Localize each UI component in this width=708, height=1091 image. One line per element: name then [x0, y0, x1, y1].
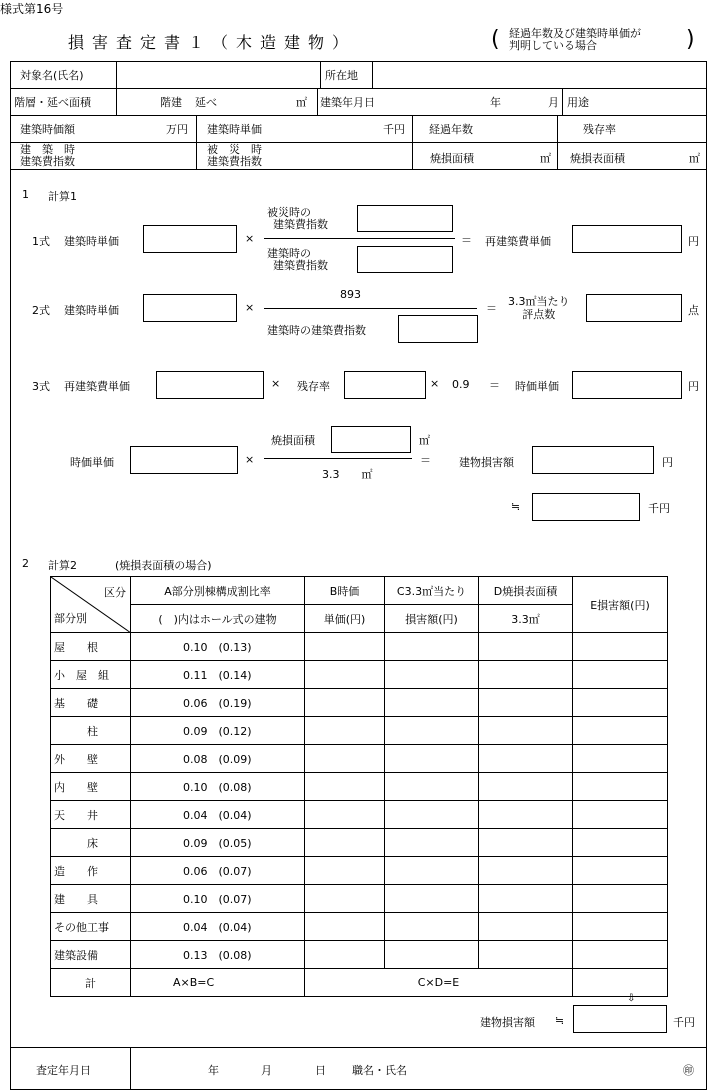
cell-d[interactable]	[479, 773, 573, 801]
floors-suffix: 階建	[160, 96, 182, 109]
floors-area-label: 階層・延べ面積	[14, 96, 91, 109]
calc1-number: 1	[22, 188, 29, 201]
title-note	[509, 28, 641, 52]
f2-numerator: 893	[340, 288, 361, 301]
ratio-value: 0.06 (0.07)	[131, 857, 305, 885]
cell-c[interactable]	[385, 689, 479, 717]
part-name: 建築設備	[51, 941, 131, 969]
cell-b[interactable]	[305, 857, 385, 885]
part-name: 基 礎	[51, 689, 131, 717]
category-header-label: 区分	[104, 586, 126, 599]
year-unit: 年	[208, 1064, 219, 1077]
title-note-line1: 経過年数及び建築時単価が	[509, 27, 641, 40]
cell-d[interactable]	[479, 857, 573, 885]
col-a-header-line2: ( )内はホール式の建物	[131, 605, 305, 633]
table-row	[51, 801, 668, 829]
seal-icon: ㊞	[683, 1064, 694, 1077]
table-row	[51, 745, 668, 773]
cell-b[interactable]	[305, 913, 385, 941]
divider	[10, 88, 707, 89]
page-title: 損害査定書１（木造建物）	[68, 33, 357, 52]
title-note-close-paren: )	[686, 27, 695, 52]
table-row	[51, 633, 668, 661]
f4-market-unit-price-input[interactable]	[130, 446, 238, 474]
col-d-header-line1: D焼損表面積	[479, 577, 573, 605]
ratio-value: 0.06 (0.19)	[131, 689, 305, 717]
total-row	[51, 969, 668, 997]
cell-c[interactable]	[385, 941, 479, 969]
construction-price-label: 建築時価額	[20, 123, 75, 136]
sqm-unit: ㎡	[419, 434, 430, 447]
part-name: 天 井	[51, 801, 131, 829]
burned-surface-area-label: 焼損表面積	[570, 152, 625, 165]
cell-e[interactable]	[573, 745, 668, 773]
f1-construction-unit-price-input[interactable]	[143, 225, 237, 253]
target-name-label: 対象名(氏名)	[20, 69, 84, 82]
times-sign: ×	[245, 301, 255, 314]
month-unit: 月	[548, 96, 559, 109]
cell-d[interactable]	[479, 717, 573, 745]
cell-e[interactable]	[573, 773, 668, 801]
approx-sign: ≒	[555, 1014, 565, 1027]
day-unit: 日	[315, 1064, 326, 1077]
burned-area-label: 焼損面積	[430, 152, 474, 165]
cell-d[interactable]	[479, 689, 573, 717]
cell-b[interactable]	[305, 717, 385, 745]
sqm-unit: ㎡	[540, 152, 551, 165]
f4-numerator-label: 焼損面積	[271, 434, 315, 447]
cell-b[interactable]	[305, 829, 385, 857]
cell-b[interactable]	[305, 773, 385, 801]
f4-building-damage-thousand-input[interactable]	[532, 493, 640, 521]
cell-e[interactable]	[573, 633, 668, 661]
f2-result-line1: 3.3㎡当たり	[508, 295, 570, 308]
down-arrow-icon: ⇩	[627, 993, 636, 1004]
assessment-date-label: 査定年月日	[36, 1064, 91, 1077]
cell-b[interactable]	[305, 941, 385, 969]
approx-sign: ≒	[511, 500, 521, 513]
f4-denominator: 3.3 ㎡	[322, 468, 373, 481]
f1-denominator-line1: 建築時の	[267, 247, 311, 260]
cell-d[interactable]	[479, 829, 573, 857]
f1-numerator-line1: 被災時の	[267, 206, 311, 219]
f2-points-input[interactable]	[586, 294, 682, 322]
cell-e[interactable]	[573, 661, 668, 689]
formula2-item: 建築時単価	[64, 304, 119, 317]
divider	[562, 88, 563, 115]
total-area-label: 延べ	[195, 96, 217, 109]
times-sign: ×	[430, 377, 440, 390]
col-d-header-line2: 3.3㎡	[479, 605, 573, 633]
table-row	[51, 913, 668, 941]
month-unit: 月	[261, 1064, 272, 1077]
equals-sign: ＝	[461, 234, 472, 247]
cell-d[interactable]	[479, 913, 573, 941]
f3-factor: 0.9	[452, 378, 470, 391]
index-at-construction-label	[20, 144, 75, 168]
divider	[320, 61, 321, 88]
f1-numerator-line2: 建築費指数	[273, 218, 328, 231]
col-b-header-line1: B時価	[305, 577, 385, 605]
building-damage-total-input[interactable]	[573, 1005, 667, 1033]
part-header-label: 部分別	[54, 612, 87, 625]
formula-cd: C×D=E	[305, 969, 573, 997]
residual-rate-label: 残存率	[583, 123, 616, 136]
f1-construction-index-input[interactable]	[357, 246, 453, 273]
table-row	[51, 773, 668, 801]
years-elapsed-label: 経過年数	[429, 123, 473, 136]
f1-rebuild-unit-price-input[interactable]	[572, 225, 682, 253]
points-unit: 点	[688, 304, 699, 317]
cell-c[interactable]	[385, 661, 479, 689]
f2-result-label	[508, 295, 570, 321]
cell-c[interactable]	[385, 913, 479, 941]
times-sign: ×	[245, 232, 255, 245]
formula2-label: 2式	[32, 304, 50, 317]
cell-c[interactable]	[385, 801, 479, 829]
title-note-open-paren: (	[491, 27, 500, 52]
cell-e[interactable]	[573, 885, 668, 913]
table-row	[51, 829, 668, 857]
cell-d[interactable]	[479, 661, 573, 689]
sen-yen-unit: 千円	[648, 502, 670, 515]
col-b-header-line2: 単価(円)	[305, 605, 385, 633]
table-row	[51, 689, 668, 717]
f1-denominator-line2: 建築費指数	[273, 259, 328, 272]
f3-residual-rate-label: 残存率	[297, 380, 330, 393]
ratio-value: 0.10 (0.07)	[131, 885, 305, 913]
equals-sign: ＝	[489, 379, 500, 392]
part-name: その他工事	[51, 913, 131, 941]
cell-e[interactable]	[573, 801, 668, 829]
divider	[412, 115, 413, 169]
part-name: 内 壁	[51, 773, 131, 801]
ratio-value: 0.04 (0.04)	[131, 913, 305, 941]
part-name: 屋 根	[51, 633, 131, 661]
f3-residual-rate-input[interactable]	[344, 371, 426, 399]
position-name-label: 職名・氏名	[352, 1064, 407, 1077]
f2-denominator: 建築時の建築費指数	[267, 324, 366, 337]
times-sign: ×	[245, 453, 255, 466]
cell-c[interactable]	[385, 885, 479, 913]
ratio-value: 0.11 (0.14)	[131, 661, 305, 689]
cell-d[interactable]	[479, 885, 573, 913]
cell-c[interactable]	[385, 717, 479, 745]
total-label: 計	[51, 969, 131, 997]
form-number: 様式第16号	[0, 2, 64, 16]
col-c-header-line2: 損害額(円)	[385, 605, 479, 633]
yen-unit: 円	[662, 456, 673, 469]
cell-d[interactable]	[479, 633, 573, 661]
ratio-value: 0.08 (0.09)	[131, 745, 305, 773]
f4-burned-area-input[interactable]	[331, 426, 411, 453]
part-name: 外 壁	[51, 745, 131, 773]
table-row	[51, 661, 668, 689]
divider	[10, 169, 707, 170]
ratio-value: 0.09 (0.12)	[131, 717, 305, 745]
sqm-unit: ㎡	[689, 152, 700, 165]
damage-table	[50, 576, 668, 997]
cell-e[interactable]	[573, 717, 668, 745]
cell-c[interactable]	[385, 829, 479, 857]
cell-d[interactable]	[479, 745, 573, 773]
divider	[130, 1047, 131, 1090]
cell-b[interactable]	[305, 661, 385, 689]
title-note-line2: 判明している場合	[509, 39, 597, 52]
construction-unit-price-label: 建築時単価	[207, 123, 262, 136]
cell-e[interactable]	[573, 829, 668, 857]
divider	[116, 88, 117, 115]
index-at-disaster-line2: 建築費指数	[207, 155, 262, 168]
col-a-header-line1: A部分別棟構成割比率	[131, 577, 305, 605]
calc1-heading: 計算1	[48, 190, 77, 203]
cell-b[interactable]	[305, 801, 385, 829]
calc2-number: 2	[22, 557, 29, 570]
yen-unit: 円	[688, 235, 699, 248]
divider	[10, 115, 707, 116]
ratio-value: 0.04 (0.04)	[131, 801, 305, 829]
table-row	[51, 941, 668, 969]
total-damage-cell[interactable]	[573, 969, 668, 997]
index-at-construction-line2: 建築費指数	[20, 155, 75, 168]
cell-e[interactable]	[573, 857, 668, 885]
cell-d[interactable]	[479, 801, 573, 829]
cell-e[interactable]	[573, 941, 668, 969]
f3-rebuild-unit-price-input[interactable]	[156, 371, 264, 399]
cell-c[interactable]	[385, 633, 479, 661]
cell-b[interactable]	[305, 633, 385, 661]
divider	[10, 1047, 707, 1048]
divider	[557, 115, 558, 169]
calc2-heading-note: (焼損表面積の場合)	[115, 559, 212, 572]
f4-building-damage-input[interactable]	[532, 446, 654, 474]
table-row	[51, 885, 668, 913]
equals-sign: ＝	[420, 454, 431, 467]
part-name: 建 具	[51, 885, 131, 913]
usage-label: 用途	[567, 96, 589, 109]
f1-disaster-index-input[interactable]	[357, 205, 453, 232]
table-row	[51, 857, 668, 885]
cell-c[interactable]	[385, 773, 479, 801]
f2-construction-unit-price-input[interactable]	[143, 294, 237, 322]
f3-result-label: 時価単価	[515, 380, 559, 393]
divider	[10, 142, 707, 143]
cell-e[interactable]	[573, 913, 668, 941]
f4-result-label: 建物損害額	[459, 456, 514, 469]
f2-construction-index-input[interactable]	[398, 315, 478, 343]
fraction-bar	[264, 238, 455, 239]
formula3-item: 再建築費単価	[64, 380, 130, 393]
part-name: 床	[51, 829, 131, 857]
sen-yen-unit: 千円	[383, 123, 405, 136]
yen-unit: 円	[688, 380, 699, 393]
part-name: 小 屋 組	[51, 661, 131, 689]
sqm-unit: ㎡	[296, 96, 307, 109]
formula1-label: 1式	[32, 235, 50, 248]
index-at-construction-line1: 建 築 時	[20, 143, 75, 156]
man-yen-unit: 万円	[166, 123, 188, 136]
formula1-item: 建築時単価	[64, 235, 119, 248]
formula3-label: 3式	[32, 380, 50, 393]
f1-denominator-label	[267, 248, 328, 272]
location-label: 所在地	[325, 69, 358, 82]
f1-result-label: 再建築費単価	[485, 235, 551, 248]
cell-c[interactable]	[385, 857, 479, 885]
col-c-header-line1: C3.3㎡当たり	[385, 577, 479, 605]
building-damage-label: 建物損害額	[480, 1016, 535, 1029]
ratio-value: 0.13 (0.08)	[131, 941, 305, 969]
ratio-value: 0.10 (0.08)	[131, 773, 305, 801]
calc2-heading: 計算2	[48, 559, 77, 572]
ratio-value: 0.09 (0.05)	[131, 829, 305, 857]
ratio-value: 0.10 (0.13)	[131, 633, 305, 661]
part-name: 造 作	[51, 857, 131, 885]
fraction-bar	[264, 458, 412, 459]
f2-result-line2: 評点数	[522, 308, 556, 321]
index-at-disaster-label	[207, 144, 262, 168]
times-sign: ×	[271, 377, 281, 390]
col-e-header: E損害額(円)	[573, 577, 668, 633]
cell-e[interactable]	[573, 689, 668, 717]
fraction-bar	[264, 308, 477, 309]
target-name-field[interactable]	[117, 62, 320, 88]
cell-b[interactable]	[305, 885, 385, 913]
part-name: 柱	[51, 717, 131, 745]
location-field[interactable]	[373, 62, 706, 88]
f3-market-unit-price-input[interactable]	[572, 371, 682, 399]
equals-sign: ＝	[486, 302, 497, 315]
table-row	[51, 717, 668, 745]
cell-d[interactable]	[479, 941, 573, 969]
sen-yen-unit: 千円	[673, 1016, 695, 1029]
formula4-item: 時価単価	[70, 456, 114, 469]
cell-b[interactable]	[305, 745, 385, 773]
divider	[196, 115, 197, 169]
built-date-label: 建築年月日	[320, 96, 375, 109]
year-unit: 年	[490, 96, 501, 109]
category-header-cell	[51, 577, 131, 633]
f1-numerator-label	[267, 207, 328, 231]
formula-ab: A×B=C	[131, 969, 305, 997]
index-at-disaster-line1: 被 災 時	[207, 143, 262, 156]
cell-c[interactable]	[385, 745, 479, 773]
divider	[317, 88, 318, 115]
cell-b[interactable]	[305, 689, 385, 717]
